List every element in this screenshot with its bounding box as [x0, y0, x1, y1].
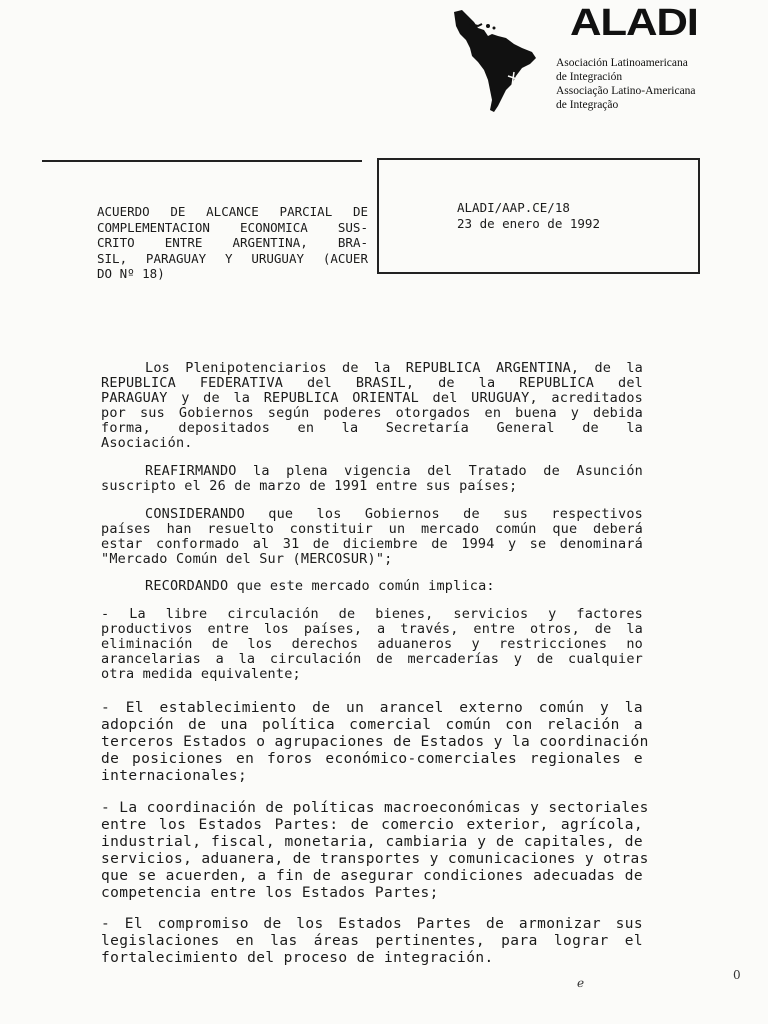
agreement-title-line: ACUERDO DE ALCANCE PARCIAL DE: [97, 204, 368, 219]
org-name-pt-line2: de Integração: [556, 99, 619, 111]
reference-date: 23 de enero de 1992: [457, 216, 600, 231]
body-line: países han resuelto constituir un mercado común que deberá: [101, 521, 643, 537]
org-name-es-line2: de Integración: [556, 71, 623, 83]
body-line: arancelarias a la circulación de mercaderías y de cualquier: [101, 651, 643, 667]
body-line: PARAGUAY y de la REPUBLICA ORIENTAL del URUGUAY, acreditados: [101, 390, 643, 406]
body-line: adopción de una política comercial común con relación a: [101, 717, 643, 733]
body-line: eliminación de los derechos aduaneros y restricciones no: [101, 636, 643, 652]
body-line: por sus Gobiernos según poderes otorgados en buena y debida: [101, 405, 643, 421]
body-line: entre los Estados Partes: de comercio exterior, agrícola,: [101, 817, 643, 833]
body-line: productivos entre los países, a través, entre otros, de la: [101, 621, 643, 637]
body-line: terceros Estados o agrupaciones de Estados y la coordinación: [101, 734, 649, 750]
body-line: legislaciones en las áreas pertinentes, para lograr el: [101, 933, 643, 949]
body-line: industrial, fiscal, monetaria, cambiaria y de capitales, de: [101, 834, 643, 850]
body-line: RECORDANDO que este mercado común implica:: [145, 578, 495, 594]
body-line: competencia entre los Estados Partes;: [101, 885, 439, 901]
scan-mark: ℯ: [577, 976, 585, 990]
body-line: servicios, aduanera, de transportes y comunicaciones y otras: [101, 851, 649, 867]
body-line: suscripto el 26 de marzo de 1991 entre sus países;: [101, 478, 518, 494]
body-line: que se acuerden, a fin de asegurar condiciones adecuadas de: [101, 868, 643, 884]
body-line: - El establecimiento de un arancel externo común y la: [101, 700, 643, 716]
header-divider: [42, 160, 362, 162]
body-line: REAFIRMANDO la plena vigencia del Tratado de Asunción: [145, 463, 643, 479]
body-line: otra medida equivalente;: [101, 666, 301, 682]
body-line: de posiciones en foros económico-comerciales regionales e: [101, 751, 643, 767]
latin-america-map-logo: [448, 6, 540, 114]
agreement-title-line: COMPLEMENTACION ECONOMICA SUS-: [97, 219, 368, 235]
body-line: REPUBLICA FEDERATIVA del BRASIL, de la REPUBLICA del: [101, 375, 643, 391]
agreement-title-line: SIL, PARAGUAY Y URUGUAY (ACUER: [97, 250, 368, 266]
body-line: "Mercado Común del Sur (MERCOSUR)";: [101, 551, 393, 567]
aladi-logo-text: ALADI: [570, 2, 698, 44]
body-line: - La coordinación de políticas macroeconómicas y sectoriales: [101, 800, 649, 816]
body-line: forma, depositados en la Secretaría General de la: [101, 420, 643, 436]
body-line: CONSIDERANDO que los Gobiernos de sus respectivos: [145, 506, 643, 522]
org-name-pt-line1: Associação Latino-Americana: [556, 85, 696, 97]
body-line: - El compromiso de los Estados Partes de armonizar sus: [101, 916, 643, 932]
body-line: Los Plenipotenciarios de la REPUBLICA ARGENTINA, de la: [145, 360, 643, 376]
body-line: internacionales;: [101, 768, 248, 784]
body-line: estar conformado al 31 de diciembre de 1994 y se denominará: [101, 536, 643, 552]
body-line: - La libre circulación de bienes, servicios y factores: [101, 606, 643, 622]
reference-code: ALADI/AAP.CE/18: [457, 200, 570, 215]
agreement-title-line: DO Nº 18): [97, 266, 165, 281]
agreement-title-line: CRITO ENTRE ARGENTINA, BRA-: [97, 235, 368, 250]
body-line: fortalecimiento del proceso de integración.: [101, 950, 494, 966]
org-name-es-line1: Asociación Latinoamericana: [556, 57, 688, 69]
body-line: Asociación.: [101, 435, 193, 451]
scan-mark: 0: [733, 968, 741, 982]
